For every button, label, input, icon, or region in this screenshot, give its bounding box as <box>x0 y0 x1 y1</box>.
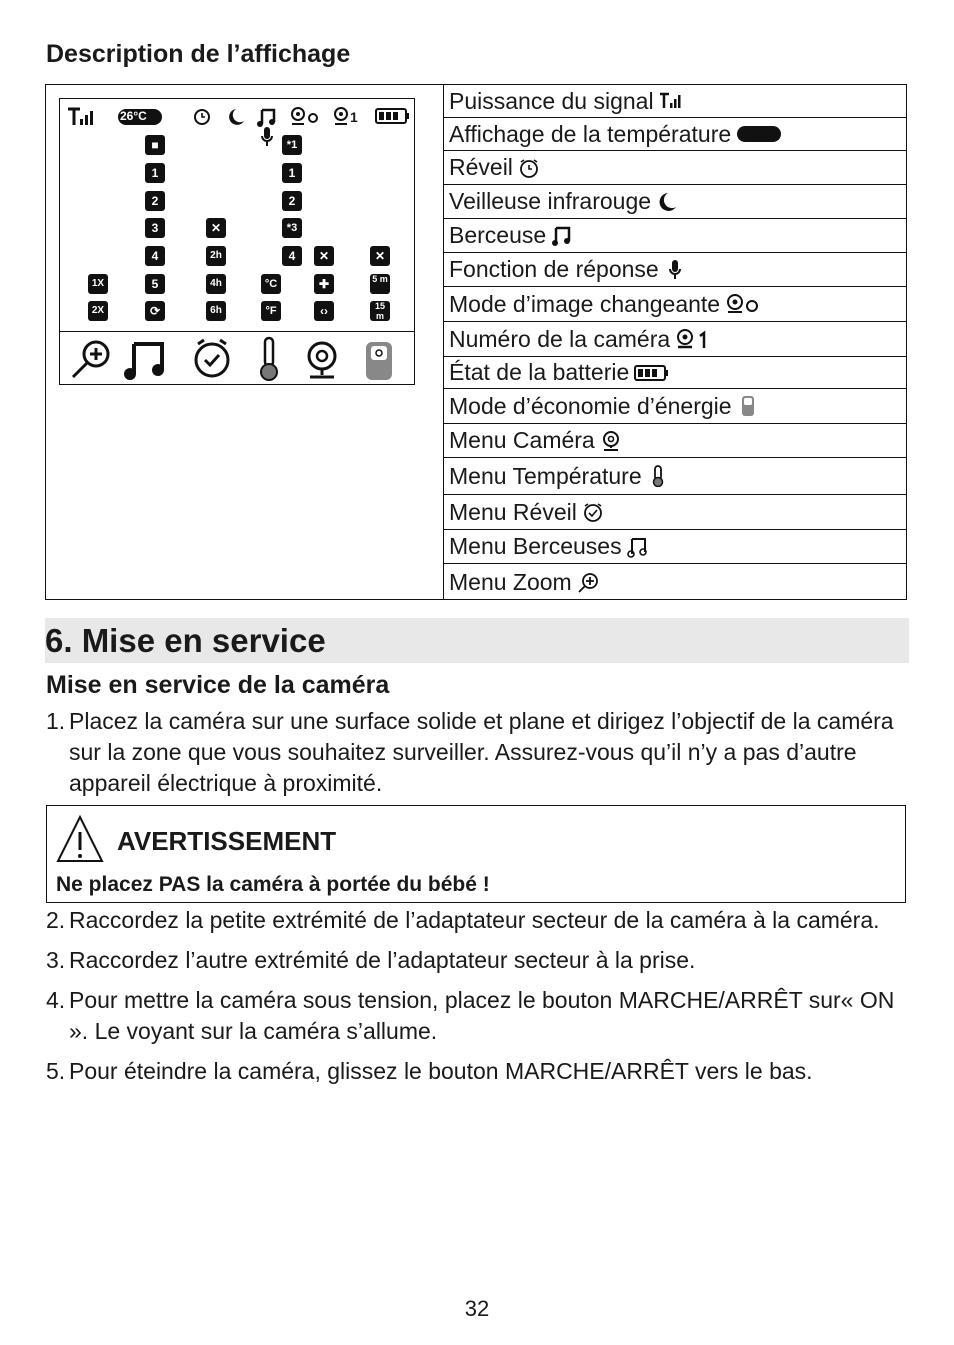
alarm-clock-icon <box>195 110 209 124</box>
step-number: 2. <box>46 907 66 933</box>
music-note-icon <box>257 110 275 127</box>
step-number: 5. <box>46 1058 66 1084</box>
legend-row <box>443 185 906 219</box>
key-4h: 4h <box>206 274 226 294</box>
warning-triangle-icon <box>56 814 104 864</box>
legend-row <box>443 530 906 564</box>
star-3-key: *3 <box>282 218 302 238</box>
legend-label: Mode d’économie d’énergie <box>449 392 732 419</box>
legend-label: Affichage de la température <box>449 120 732 147</box>
music-note-icon <box>124 344 164 380</box>
stop-key: ■ <box>145 135 165 155</box>
star-1-key: *1 <box>282 135 302 155</box>
step-text: Raccordez la petite extrémité de l’adaptateur secteur de la caméra à la caméra. <box>69 907 880 933</box>
menu-icon-bar <box>60 331 414 385</box>
timer-15m-key: 15 m <box>370 301 390 321</box>
display-description-table <box>45 84 907 600</box>
display-illustration-cell <box>46 85 444 599</box>
legend-label: Menu Berceuses <box>449 533 622 559</box>
legend-row <box>443 564 906 601</box>
step-item <box>46 985 912 1049</box>
fahrenheit-key: °F <box>261 301 281 321</box>
arrows-key: ‹› <box>314 301 334 321</box>
legend-row <box>443 118 906 151</box>
step-number: 3. <box>46 947 66 973</box>
legend-label: Menu Caméra <box>449 427 595 453</box>
legend-row <box>443 253 906 287</box>
timer-5m-key: 5 m <box>370 274 390 294</box>
step-text: Placez la caméra sur une surface solide et plane et dirigez l’objectif de la caméra sur la zone que vous souhaitez surveiller. Assurez-vous qu’il n’y a pas d’autre appareil électrique à proximité. <box>69 708 894 796</box>
thermometer-icon <box>261 338 277 380</box>
close-key: ✕ <box>206 218 226 238</box>
status-bar-icons <box>66 103 411 133</box>
temperature-badge-icon <box>736 123 782 145</box>
legend-row <box>443 287 906 322</box>
chapter-title: 6. Mise en service <box>45 622 326 659</box>
moon-icon <box>229 109 244 125</box>
power-save-icon <box>366 342 392 380</box>
music-note-icon <box>551 225 573 247</box>
legend-label: Réveil <box>449 154 513 180</box>
legend-label: Menu Réveil <box>449 498 577 525</box>
zoom-1x-key: 1X <box>88 274 108 294</box>
legend-label: Numéro de la caméra <box>449 325 671 352</box>
camera-icon <box>600 430 622 452</box>
legend-label: Menu Température <box>449 462 642 489</box>
thermometer-icon <box>647 465 669 487</box>
legend-label: Mode d’image changeante <box>449 290 721 317</box>
microphone-icon <box>260 126 274 148</box>
legend-row <box>443 85 906 118</box>
step-item <box>46 905 912 937</box>
legend-row <box>443 495 906 530</box>
camera-cycle-icon <box>725 293 761 315</box>
legend-label: Fonction de réponse <box>449 256 659 282</box>
subsection-title: Mise en service de la caméra <box>46 671 390 699</box>
temp-badge-text: 26°C <box>120 109 147 123</box>
legend-list <box>443 85 906 599</box>
legend-label: Puissance du signal <box>449 87 654 114</box>
camera-number-icon <box>335 108 347 124</box>
zoom-icon <box>73 342 108 377</box>
legend-row <box>443 357 906 389</box>
page-number: 32 <box>464 1296 490 1321</box>
legend-row <box>443 219 906 253</box>
key-2: 2 <box>145 191 165 211</box>
monitor-screen-illustration <box>59 98 415 385</box>
zoom-icon <box>577 572 599 594</box>
zoom-2x-key: 2X <box>88 301 108 321</box>
step-text: Pour mettre la caméra sous tension, placez le bouton MARCHE/ARRÊT sur« ON ». Le voyant sur la caméra s’allume. <box>69 987 895 1044</box>
key-3: 3 <box>145 218 165 238</box>
warning-box <box>46 805 906 903</box>
legend-row <box>443 151 906 185</box>
step-item <box>46 1056 912 1088</box>
celsius-key: °C <box>261 274 281 294</box>
legend-label: État de la batterie <box>449 359 630 385</box>
close-key: ✕ <box>370 246 390 266</box>
legend-label: Veilleuse infrarouge <box>449 188 652 214</box>
legend-label: Berceuse <box>449 222 547 248</box>
legend-row <box>443 458 906 495</box>
signal-icon <box>68 109 93 125</box>
lullaby-2-key: 2 <box>282 191 302 211</box>
legend-row <box>443 322 906 357</box>
microphone-icon <box>664 259 686 281</box>
alarm-clock-icon <box>196 340 228 376</box>
warning-title: AVERTISSEMENT <box>117 826 337 856</box>
alarm-clock-icon <box>582 501 604 523</box>
step-text: Pour éteindre la caméra, glissez le bouton MARCHE/ARRÊT vers le bas. <box>69 1058 813 1084</box>
warning-text: Ne placez PAS la caméra à portée du bébé ! <box>56 873 490 896</box>
key-5: 5 <box>145 274 165 294</box>
section-title: Description de l’affichage <box>46 40 351 68</box>
menu-icons <box>60 332 414 385</box>
legend-row <box>443 389 906 424</box>
lullaby-1-key: 1 <box>282 163 302 183</box>
cycle-key: ⟳ <box>145 301 165 321</box>
close-key: ✕ <box>314 246 334 266</box>
alarm-clock-icon <box>518 157 540 179</box>
step-item <box>46 706 912 801</box>
camera-cycle-icon <box>292 108 317 124</box>
step-number: 1. <box>46 708 66 734</box>
battery-icon <box>376 109 409 123</box>
key-4: 4 <box>145 246 165 266</box>
power-save-icon <box>737 395 759 417</box>
step-text: Raccordez l’autre extrémité de l’adaptateur secteur à la prise. <box>69 947 696 973</box>
cam-number-text: 1 <box>350 109 358 125</box>
key-6h: 6h <box>206 301 226 321</box>
key-2h: 2h <box>206 246 226 266</box>
music-note-icon <box>627 536 649 558</box>
legend-label: Menu Zoom <box>449 569 572 595</box>
lullaby-4-key: 4 <box>282 246 302 266</box>
battery-icon <box>634 362 670 384</box>
moon-icon <box>656 191 678 213</box>
key-1: 1 <box>145 163 165 183</box>
step-number: 4. <box>46 987 66 1013</box>
legend-row <box>443 424 906 458</box>
camera-number-icon <box>675 328 711 350</box>
signal-icon <box>659 90 681 112</box>
plus-key: ✚ <box>314 274 334 294</box>
camera-icon <box>309 343 335 377</box>
step-item <box>46 945 912 977</box>
